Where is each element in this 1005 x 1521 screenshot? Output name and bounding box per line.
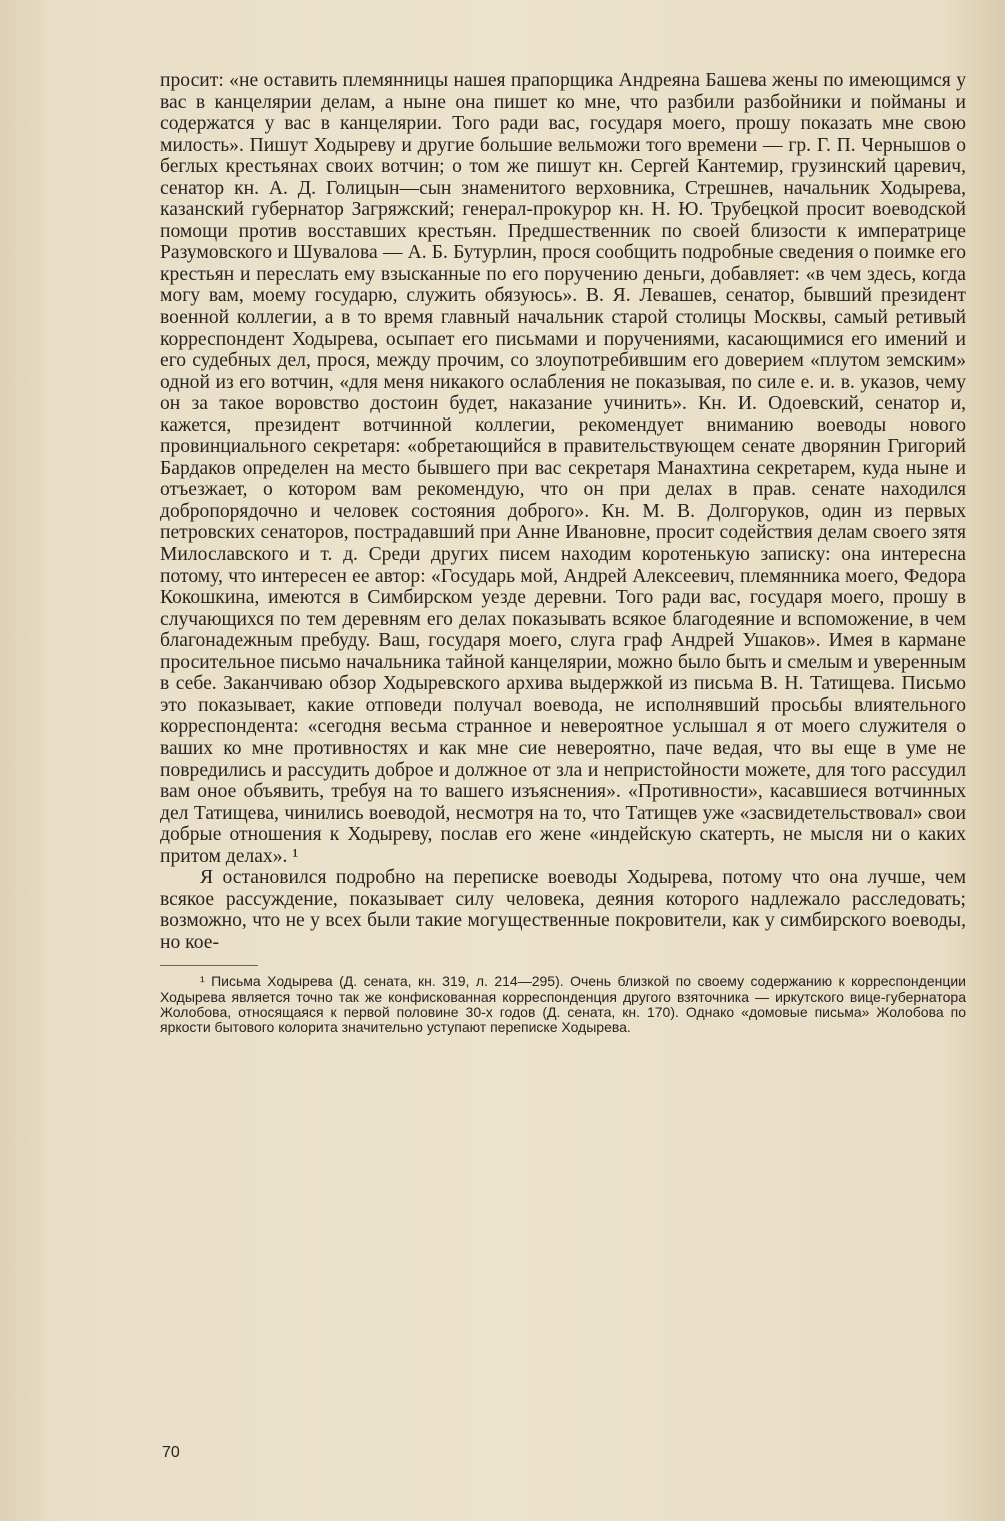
paragraph-1: просит: «не оставить племянницы нашея прапорщика Андреяна Башева жены по имеющимся у вас в канцелярии делам, а ныне она пишет ко мне, что разбили разбойники и пойманы и содержатся у вас в канцелярии. Того ради вас, государя моего, прошу показать мне свою милость». Пишут Ходыреву и другие большие вельможи того времени — гр. Г. П. Чернышов о беглых крестьянах своих вотчин; о том же пишут кн. Сергей Кантемир, грузинский царевич, сенатор кн. А. Д. Голицын—сын знаменитого верховника, Стрешнев, начальник Ходырева, казанский губернатор Загряжский; генерал-прокурор кн. Н. Ю. Трубецкой просит воеводской помощи против восставших крестьян. Предшественник по своей близости к императрице Разумовского и Шувалова — А. Б. Бутурлин, прося сообщить подробные сведения о поимке его крестьян и переслать ему взысканные по его поручению деньги, добавляет: «в чем здесь, когда могу вам, моему государю, служить обязуюсь». В. Я. Левашев, сенатор, бывший президент военной коллегии, а в то время главный начальник старой столицы Москвы, самый ретивый корреспондент Ходырева, осыпает его письмами и поручениями, касающимися его имений и его судебных дел, прося, между прочим, со злоупотребившим его доверием «плутом земским» одной из его вотчин, «для меня никакого ослабления не показывая, по силе е. и. в. указов, чему он за такое воровство достоин будет, наказание учинить». Кн. И. Одоевский, сенатор и, кажется, президент вотчинной коллегии, рекомендует вниманию воеводы нового провинциального секретаря: «обретающийся в правительствующем сенате дворянин Григорий Бардаков определен на место бывшего при вас секретаря Манахтина секретарем, куда ныне и отъезжает, о котором вам рекомендую, что он при делах в прав. сенате находился добропорядочно и человек состояния доброго». Кн. М. В. Долгоруков, один из первых петровских сенаторов, пострадавший при Анне Ивановне, просит содействия делам своего зятя Милославского и т. д. Среди других писем находим коротенькую записку: она интересна потому, что интересен ее автор: «Государь мой, Андрей Алексеевич, племянника моего, Федора Кокошкина, имеются в Симбирском уезде деревни. Того ради вас, государя моего, прошу в случающихся по тем деревням его делах показывать всякое благодеяние и вспоможение, в чем благонадежным пребуду. Ваш, государя моего, слуга граф Андрей Ушаков». Имея в кармане просительное письмо начальника тайной канцелярии, можно было быть и смелым и уверенным в себе. Заканчиваю обзор Ходыревского архива выдержкой из письма В. Н. Татищева. Письмо это показывает, какие отповеди получал воевода, не исполнявший просьбы влиятельного корреспондента: «сегодня весьма странное и невероятное услышал я от моего служителя о ваших ко мне противностях и как мне сие невероятно, паче ведая, что вы еще в уме не повредились и рассудить доброе и должное от зла и непристойности можете, для того рассудил вам оное объявить, требуя на то вашего изъяснения». «Противности», касавшиеся вотчинных дел Татищева, чинились воеводой, несмотря на то, что Татищев уже «засвидетельствовал» свои добрые отношения к Ходыреву, послав его жене «индейскую скатерть, не мысля ни о каких притом делах». ¹ (160, 70, 966, 867)
footnote: ¹ Письма Ходырева (Д. сената, кн. 319, л. 214—295). Очень близкой по своему содержанию к корреспонденции Ходырева является точно так же конфискованная корреспонденция другого взяточника — иркутского вице-губернатора Жолобова, относящаяся к первой половине 30-х годов (Д. сената, кн. 170). Однако «домовые письма» Жолобова по яркости бытового колорита значительно уступают переписке Ходырева. (160, 973, 966, 1036)
main-text (160, 70, 966, 953)
page-number: 70 (162, 1444, 180, 1461)
paragraph-2: Я остановился подробно на переписке воеводы Ходырева, потому что она лучше, чем всякое рассуждение, показывает силу человека, деяния которого надлежало расследовать; возможно, что не у всех были такие могущественные покровители, как у симбирского воеводы, но кое- (160, 867, 966, 953)
text-block (160, 70, 966, 1035)
footnote-divider (160, 965, 258, 966)
